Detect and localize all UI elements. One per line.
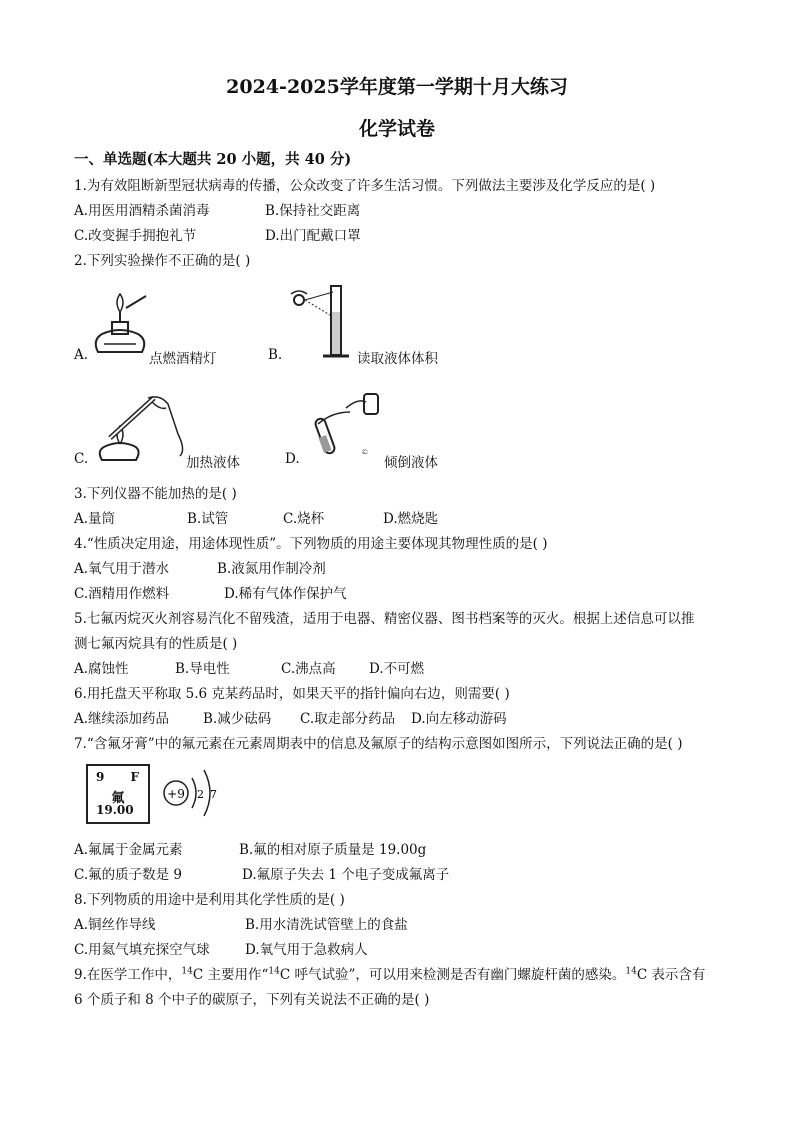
q2-caption-c: 加热液体 — [186, 455, 240, 471]
q2-option-c: C. — [74, 451, 89, 467]
q1-option-b: B.保持社交距离 — [265, 203, 361, 219]
pouring-liquid-figure — [306, 388, 386, 464]
q8-option-a: A.铜丝作导线 — [74, 917, 156, 933]
q5-option-d: D.不可燃 — [369, 661, 425, 677]
q6-option-c: C.取走部分药品 — [300, 711, 396, 727]
question-1-stem: 1.为有效阻断新型冠状病毒的传播，公众改变了许多生活习惯。下列做法主要涉及化学反应的是( ) — [74, 178, 656, 194]
q6-option-d: D.向左移动游码 — [411, 711, 507, 727]
section-heading: 一、单选题(本大题共 20 小题，共 40 分) — [74, 151, 352, 168]
element-symbol: F — [130, 770, 139, 784]
heating-liquid-figure — [90, 390, 190, 466]
q3-option-a: A.量筒 — [74, 511, 116, 527]
q8-option-b: B.用水清洗试管壁上的食盐 — [245, 917, 408, 933]
q3-option-c: C.烧杯 — [283, 511, 325, 527]
shell-1-electrons: 2 — [197, 788, 204, 801]
question-8-stem: 8.下列物质的用途中是利用其化学性质的是( ) — [74, 892, 345, 908]
q5-option-a: A.腐蚀性 — [74, 661, 129, 677]
question-4-stem: 4.“性质决定用途，用途体现性质”。下列物质的用途主要体现其物理性质的是( ) — [74, 536, 548, 552]
periodic-table-cell — [86, 764, 150, 824]
atomic-mass: 19.00 — [96, 803, 134, 817]
question-9-stem-line1: 9.在医学工作中，$^{14}$C 主要用作“$^{14}$C 呼气试验”，可以用来检测是否有幽门螺旋杆菌的感染。$^{14}$C 表示含有 — [74, 966, 706, 983]
q4-option-c: C.酒精用作燃料 — [74, 586, 170, 602]
q1-option-c: C.改变握手拥抱礼节 — [74, 228, 197, 244]
q2-option-d: D. — [285, 451, 300, 467]
question-5-stem-line2: 测七氟丙烷具有的性质是( ) — [74, 636, 238, 652]
q4-option-a: A.氧气用于潜水 — [74, 561, 170, 577]
atom-structure-diagram — [160, 764, 220, 822]
q2-option-b: B. — [268, 347, 283, 363]
alcohol-lamp-lighting-figure — [90, 290, 150, 362]
q2-caption-b: 读取液体体积 — [357, 351, 438, 367]
q1-option-a: A.用医用酒精杀菌消毒 — [74, 203, 210, 219]
svg-text:ಐ: ಐ — [362, 447, 368, 457]
q7-option-c: C.氟的质子数是 9 — [74, 867, 183, 883]
q5-option-b: B.导电性 — [175, 661, 230, 677]
q8-option-c: C.用氦气填充探空气球 — [74, 942, 210, 958]
q3-option-b: B.试管 — [187, 511, 229, 527]
q7-option-a: A.氟属于金属元素 — [74, 842, 183, 858]
q2-caption-a: 点燃酒精灯 — [149, 351, 217, 367]
question-2-stem: 2.下列实验操作不正确的是( ) — [74, 253, 251, 269]
question-5-stem-line1: 5.七氟丙烷灭火剂容易汽化不留残渣，适用于电器、精密仪器、图书档案等的灭火。根据上述信息可以推 — [74, 611, 695, 627]
question-7-stem: 7.“含氟牙膏”中的氟元素在元素周期表中的信息及氟原子的结构示意图如图所示，下列说法正确的是( ) — [74, 736, 683, 752]
q2-option-a: A. — [74, 347, 89, 363]
q2-caption-d: 倾倒液体 — [384, 455, 438, 471]
element-name: 氟 — [111, 791, 125, 806]
q6-option-a: A.继续添加药品 — [74, 711, 170, 727]
page-subtitle: 化学试卷 — [358, 118, 435, 140]
question-6-stem: 6.用托盘天平称取 5.6 克某药品时，如果天平的指针偏向右边，则需要( ) — [74, 686, 510, 702]
question-3-stem: 3.下列仪器不能加热的是( ) — [74, 486, 237, 502]
nucleus-charge: +9 — [167, 787, 185, 801]
q4-option-b: B.液氮用作制冷剂 — [217, 561, 326, 577]
question-9-stem-line2: 6 个质子和 8 个中子的碳原子，下列有关说法不正确的是( ) — [74, 992, 430, 1008]
q1-option-d: D.出门配戴口罩 — [265, 228, 361, 244]
atomic-number: 9 — [96, 770, 105, 784]
q5-option-c: C.沸点高 — [281, 661, 336, 677]
q7-option-b: B.氟的相对原子质量是 19.00g — [239, 842, 427, 858]
q8-option-d: D.氧气用于急救病人 — [245, 942, 368, 958]
page-title: 2024-2025学年度第一学期十月大练习 — [226, 76, 568, 98]
shell-2-electrons: 7 — [210, 788, 217, 801]
q4-option-d: D.稀有气体作保护气 — [224, 586, 347, 602]
q7-option-d: D.氟原子失去 1 个电子变成氟离子 — [242, 867, 450, 883]
graduated-cylinder-figure — [285, 282, 357, 362]
q6-option-b: B.减少砝码 — [203, 711, 272, 727]
q3-option-d: D.燃烧匙 — [383, 511, 439, 527]
